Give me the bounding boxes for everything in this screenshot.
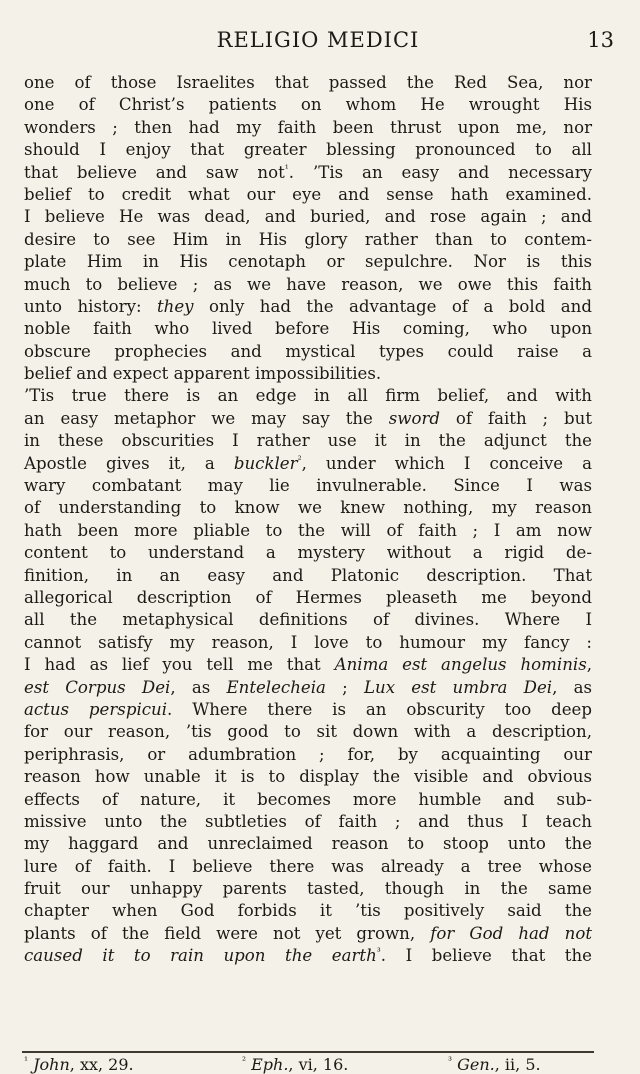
- text-line: plate Him in His cenotaph or sepulchre. Nor is this: [24, 252, 592, 272]
- text-line: effects of nature, it becomes more humble and sub-: [24, 789, 592, 809]
- page-number: 13: [587, 28, 614, 52]
- text-line: ’Tis true there is an edge in all firm belief, and with: [24, 386, 592, 406]
- text-line: should I enjoy that greater blessing pronounced to all: [24, 140, 592, 160]
- text-line: of understanding to know we knew nothing, my reason: [24, 498, 592, 518]
- text-line: one of Christ’s patients on whom He wrought His: [24, 95, 592, 115]
- text-line: cannot satisfy my reason, I love to humour my fancy :: [24, 632, 592, 652]
- text-line: lure of faith. I believe there was already a tree whose: [24, 856, 592, 876]
- text-line: caused it to rain upon the earth$^{^3}$. I believe that the: [24, 946, 592, 966]
- text-line: content to understand a mystery without a rigid de-: [24, 543, 592, 563]
- text-line: noble faith who lived before His coming, who upon: [24, 319, 592, 339]
- text-line: hath been more pliable to the will of faith ; I am now: [24, 520, 592, 540]
- text-line: I had as lief you tell me that Anima est angelus hominis,: [24, 655, 592, 675]
- page-header: [22, 28, 614, 62]
- text-line: allegorical description of Hermes pleaseth me beyond: [24, 587, 592, 607]
- text-line: finition, in an easy and Platonic description. That: [24, 565, 592, 585]
- text-line: wary combatant may lie invulnerable. Since I was: [24, 476, 592, 496]
- text-line: desire to see Him in His glory rather than to contem-: [24, 229, 592, 249]
- text-line: much to believe ; as we have reason, we owe this faith: [24, 274, 592, 294]
- text-line: all the metaphysical definitions of divines. Where I: [24, 610, 592, 630]
- text-line: for our reason, ’tis good to sit down with a description,: [24, 722, 592, 742]
- text-line: obscure prophecies and mystical types could raise a: [24, 341, 592, 361]
- text-line: belief to credit what our eye and sense hath examined.: [24, 184, 592, 204]
- text-line: my haggard and unreclaimed reason to stoop unto the: [24, 834, 592, 854]
- text-line: wonders ; then had my faith been thrust upon me, nor: [24, 117, 592, 137]
- text-line: Apostle gives it, a buckler$^{^2}$, under which I conceive a: [24, 453, 592, 473]
- footnote-1: $^{^1}$ John, xx, 29.: [24, 1055, 134, 1074]
- text-line: chapter when God forbids it ’tis positively said the: [24, 901, 592, 921]
- text-line: I believe He was dead, and buried, and rose again ; and: [24, 207, 592, 227]
- text-line: in these obscurities I rather use it in the adjunct the: [24, 431, 592, 451]
- text-line: plants of the field were not yet grown, for God had not: [24, 923, 592, 943]
- text-line: actus perspicui. Where there is an obscurity too deep: [24, 699, 592, 719]
- text-line: missive unto the subtleties of faith ; and thus I teach: [24, 811, 592, 831]
- footnote-3: $^{^3}$ Gen., ii, 5.: [448, 1055, 541, 1074]
- text-line: est Corpus Dei, as Entelecheia ; Lux est umbra Dei, as: [24, 677, 592, 697]
- text-line: unto history: they only had the advantage of a bold and: [24, 296, 592, 316]
- footnote-2: $^{^2}$ Eph., vi, 16.: [242, 1055, 349, 1074]
- text-line: periphrasis, or adumbration ; for, by acquainting our: [24, 744, 592, 764]
- text-line: an easy metaphor we may say the sword of faith ; but: [24, 408, 592, 428]
- footnote-rule: [22, 1051, 594, 1053]
- body-text: [24, 72, 592, 968]
- text-line: one of those Israelites that passed the Red Sea, nor: [24, 73, 592, 92]
- text-line: fruit our unhappy parents tasted, though in the same: [24, 879, 592, 899]
- text-line: belief and expect apparent impossibilities.: [24, 364, 382, 384]
- text-line: reason how unable it is to display the visible and obvious: [24, 767, 592, 787]
- running-title: RELIGIO MEDICI: [216, 28, 420, 52]
- text-line: that believe and saw not$^{^1}$. ’Tis an easy and necessary: [24, 162, 592, 182]
